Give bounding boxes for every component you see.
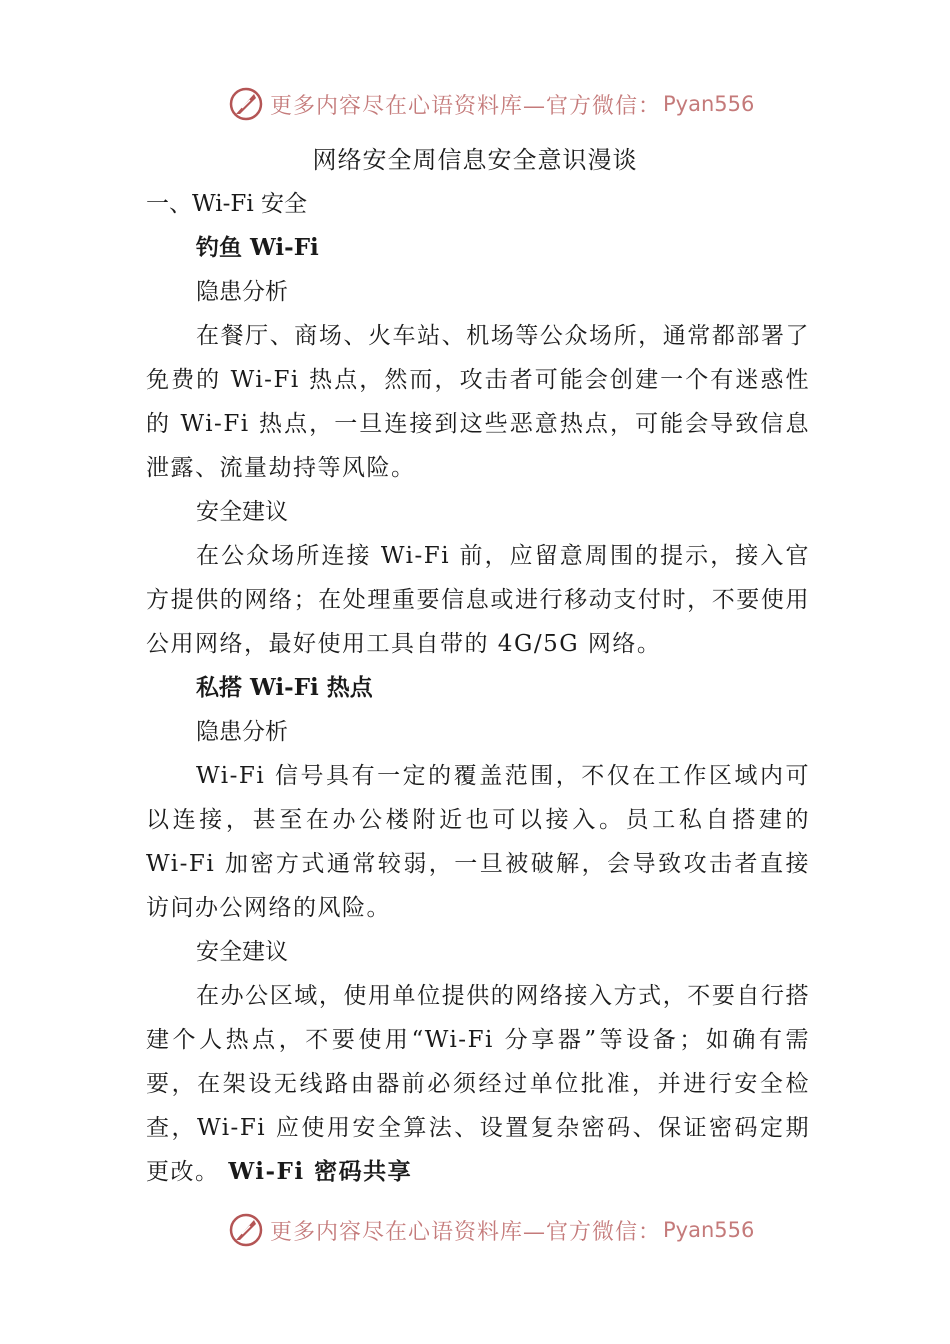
security-advice-label: 安全建议 — [196, 499, 288, 525]
security-advice-paragraph: 在公众场所连接 Wi-Fi 前，应留意周围的提示，接入官方提供的网络；在处理重要信息或进行移动支付时，不要使用公用网络，最好使用工具自带的 4G/5G 网络。 — [146, 543, 810, 657]
document-body — [146, 182, 810, 1194]
header-banner-text: 更多内容尽在心语资料库—官方微信： — [270, 93, 662, 119]
quill-logo-icon — [228, 86, 264, 122]
risk-analysis-label: 隐患分析 — [196, 279, 288, 305]
security-advice-text: 在办公区域，使用单位提供的网络接入方式，不要自行搭建个人热点，不要使用“Wi-Fi 分享器”等设备；如确有需要，在架设无线路由器前必须经过单位批准，并进行安全检查，Wi-Fi 应使用安全算法、设置复杂密码、保证密码定期更改。 — [146, 983, 810, 1185]
header-banner-wechat-id: Pyan556 — [663, 92, 755, 116]
risk-analysis-paragraph: 在餐厅、商场、火车站、机场等公众场所，通常都部署了免费的 Wi-Fi 热点，然而，攻击者可能会创建一个有迷惑性的 Wi-Fi 热点，一旦连接到这些恶意热点，可能会导致信息泄露、流量劫持等风险。 — [146, 323, 810, 481]
security-advice-paragraph — [146, 974, 810, 1194]
document-title: 网络安全周信息安全意识漫谈 — [312, 146, 638, 174]
footer-banner-text: 更多内容尽在心语资料库—官方微信： — [270, 1219, 662, 1245]
subsection-heading-private-hotspot: 私搭 Wi-Fi 热点 — [196, 674, 373, 701]
security-advice-label: 安全建议 — [196, 939, 288, 965]
header-banner — [228, 84, 755, 124]
subsection-heading-password-sharing: Wi-Fi 密码共享 — [228, 1158, 413, 1185]
section-heading: 一、Wi-Fi 安全 — [146, 191, 307, 217]
footer-banner — [228, 1210, 755, 1250]
risk-analysis-label: 隐患分析 — [196, 719, 288, 745]
quill-logo-icon — [228, 1212, 264, 1248]
footer-banner-wechat-id: Pyan556 — [663, 1218, 755, 1242]
risk-analysis-paragraph: Wi-Fi 信号具有一定的覆盖范围，不仅在工作区域内可以连接，甚至在办公楼附近也可以接入。员工私自搭建的 Wi-Fi 加密方式通常较弱，一旦被破解，会导致攻击者直接访问办公网络的风险。 — [146, 763, 810, 921]
subsection-heading-phishing: 钓鱼 Wi-Fi — [196, 234, 319, 261]
